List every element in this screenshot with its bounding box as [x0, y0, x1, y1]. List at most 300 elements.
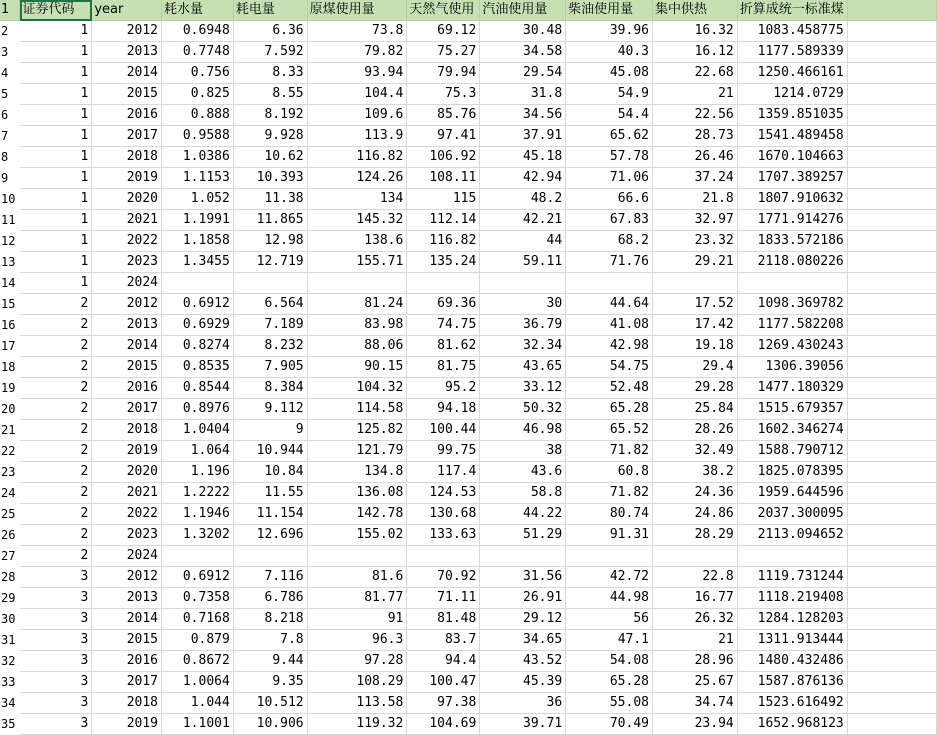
grid-cell[interactable]: 42.72: [566, 567, 653, 588]
grid-cell[interactable]: 94.18: [407, 399, 480, 420]
grid-cell[interactable]: 2: [20, 378, 92, 399]
grid-cell[interactable]: 2024: [92, 546, 162, 567]
grid-cell[interactable]: 2012: [92, 21, 162, 42]
grid-cell[interactable]: [653, 546, 738, 567]
grid-cell[interactable]: 33.12: [480, 378, 566, 399]
grid-cell[interactable]: 116.82: [307, 147, 407, 168]
empty-cell[interactable]: [847, 441, 936, 462]
grid-cell[interactable]: 2: [20, 315, 92, 336]
grid-cell[interactable]: 99.75: [407, 441, 480, 462]
grid-cell[interactable]: 109.6: [307, 105, 407, 126]
row-number[interactable]: 4: [0, 63, 20, 84]
empty-cell[interactable]: [847, 672, 936, 693]
grid-cell[interactable]: 65.52: [566, 420, 653, 441]
grid-cell[interactable]: 91.31: [566, 525, 653, 546]
grid-cell[interactable]: 45.18: [480, 147, 566, 168]
grid-cell[interactable]: 1: [20, 126, 92, 147]
grid-cell[interactable]: 24.86: [653, 504, 738, 525]
grid-cell[interactable]: 43.52: [480, 651, 566, 672]
grid-cell[interactable]: 2: [20, 420, 92, 441]
grid-cell[interactable]: 2012: [92, 567, 162, 588]
grid-cell[interactable]: 83.7: [407, 630, 480, 651]
grid-cell[interactable]: 113.9: [307, 126, 407, 147]
grid-cell[interactable]: 16.32: [653, 21, 738, 42]
header-cell-natural-gas[interactable]: 天然气使用: [407, 0, 480, 21]
grid-cell[interactable]: 0.8274: [162, 336, 234, 357]
grid-cell[interactable]: 9.35: [233, 672, 307, 693]
grid-cell[interactable]: [233, 273, 307, 294]
grid-cell[interactable]: 17.42: [653, 315, 738, 336]
grid-cell[interactable]: 66.6: [566, 189, 653, 210]
grid-cell[interactable]: 44.22: [480, 504, 566, 525]
row-number[interactable]: 8: [0, 147, 20, 168]
grid-cell[interactable]: 1.1858: [162, 231, 234, 252]
grid-cell[interactable]: 11.865: [233, 210, 307, 231]
grid-cell[interactable]: [737, 273, 847, 294]
grid-cell[interactable]: 1.2222: [162, 483, 234, 504]
grid-cell[interactable]: 42.98: [566, 336, 653, 357]
grid-cell[interactable]: 10.393: [233, 168, 307, 189]
grid-cell[interactable]: 10.62: [233, 147, 307, 168]
grid-cell[interactable]: 113.58: [307, 693, 407, 714]
empty-cell[interactable]: [847, 63, 936, 84]
grid-cell[interactable]: 2020: [92, 462, 162, 483]
grid-cell[interactable]: 30: [480, 294, 566, 315]
grid-cell[interactable]: 124.26: [307, 168, 407, 189]
grid-cell[interactable]: 69.12: [407, 21, 480, 42]
row-number[interactable]: 27: [0, 546, 20, 567]
empty-cell[interactable]: [847, 231, 936, 252]
grid-cell[interactable]: 2: [20, 357, 92, 378]
empty-cell[interactable]: [847, 294, 936, 315]
grid-cell[interactable]: 1.3455: [162, 252, 234, 273]
grid-cell[interactable]: [480, 273, 566, 294]
grid-cell[interactable]: 24.36: [653, 483, 738, 504]
empty-cell[interactable]: [847, 210, 936, 231]
grid-cell[interactable]: 2014: [92, 336, 162, 357]
grid-cell[interactable]: 2019: [92, 714, 162, 735]
grid-cell[interactable]: 1.1991: [162, 210, 234, 231]
grid-cell[interactable]: 124.53: [407, 483, 480, 504]
grid-cell[interactable]: 3: [20, 609, 92, 630]
grid-cell[interactable]: 32.49: [653, 441, 738, 462]
empty-cell[interactable]: [847, 462, 936, 483]
grid-cell[interactable]: 1652.968123: [737, 714, 847, 735]
row-number[interactable]: 2: [0, 21, 20, 42]
grid-cell[interactable]: 1: [20, 147, 92, 168]
grid-cell[interactable]: 23.94: [653, 714, 738, 735]
row-number[interactable]: 5: [0, 84, 20, 105]
grid-cell[interactable]: 73.8: [307, 21, 407, 42]
grid-cell[interactable]: 1.0064: [162, 672, 234, 693]
grid-cell[interactable]: 2015: [92, 357, 162, 378]
grid-cell[interactable]: 91: [307, 609, 407, 630]
grid-cell[interactable]: 1602.346274: [737, 420, 847, 441]
grid-cell[interactable]: 134: [307, 189, 407, 210]
row-number[interactable]: 17: [0, 336, 20, 357]
grid-cell[interactable]: 34.74: [653, 693, 738, 714]
grid-cell[interactable]: 3: [20, 672, 92, 693]
grid-cell[interactable]: 10.512: [233, 693, 307, 714]
grid-cell[interactable]: 134.8: [307, 462, 407, 483]
header-cell-water[interactable]: 耗水量: [162, 0, 234, 21]
row-number[interactable]: 3: [0, 42, 20, 63]
grid-cell[interactable]: 2: [20, 399, 92, 420]
grid-cell[interactable]: 1118.219408: [737, 588, 847, 609]
grid-cell[interactable]: [480, 546, 566, 567]
grid-cell[interactable]: 1119.731244: [737, 567, 847, 588]
grid-cell[interactable]: 9.112: [233, 399, 307, 420]
grid-cell[interactable]: 39.96: [566, 21, 653, 42]
grid-cell[interactable]: 55.08: [566, 693, 653, 714]
grid-cell[interactable]: 8.33: [233, 63, 307, 84]
row-number[interactable]: 28: [0, 567, 20, 588]
grid-cell[interactable]: 50.32: [480, 399, 566, 420]
grid-cell[interactable]: 138.6: [307, 231, 407, 252]
row-number[interactable]: 30: [0, 609, 20, 630]
header-cell-coal[interactable]: 原煤使用量: [307, 0, 407, 21]
grid-cell[interactable]: 65.28: [566, 399, 653, 420]
empty-cell[interactable]: [847, 0, 936, 21]
grid-cell[interactable]: 44.98: [566, 588, 653, 609]
grid-cell[interactable]: 0.825: [162, 84, 234, 105]
grid-cell[interactable]: [162, 546, 234, 567]
grid-cell[interactable]: 7.592: [233, 42, 307, 63]
grid-cell[interactable]: 135.24: [407, 252, 480, 273]
grid-cell[interactable]: 1.0404: [162, 420, 234, 441]
grid-cell[interactable]: 1.1001: [162, 714, 234, 735]
grid-cell[interactable]: 125.82: [307, 420, 407, 441]
grid-cell[interactable]: 0.888: [162, 105, 234, 126]
grid-cell[interactable]: 54.4: [566, 105, 653, 126]
grid-cell[interactable]: 12.98: [233, 231, 307, 252]
grid-cell[interactable]: 2021: [92, 483, 162, 504]
grid-cell[interactable]: 10.84: [233, 462, 307, 483]
grid-cell[interactable]: 1: [20, 84, 92, 105]
grid-cell[interactable]: 65.28: [566, 672, 653, 693]
grid-cell[interactable]: 2014: [92, 63, 162, 84]
grid-cell[interactable]: 1177.582208: [737, 315, 847, 336]
row-number[interactable]: 1: [0, 0, 20, 21]
grid-cell[interactable]: 2017: [92, 672, 162, 693]
grid-cell[interactable]: 81.48: [407, 609, 480, 630]
grid-cell[interactable]: 11.55: [233, 483, 307, 504]
grid-cell[interactable]: 8.384: [233, 378, 307, 399]
row-number[interactable]: 7: [0, 126, 20, 147]
row-number[interactable]: 25: [0, 504, 20, 525]
grid-cell[interactable]: 1477.180329: [737, 378, 847, 399]
grid-cell[interactable]: 2021: [92, 210, 162, 231]
empty-cell[interactable]: [847, 105, 936, 126]
header-cell-stock-code[interactable]: 证券代码: [20, 0, 92, 21]
empty-cell[interactable]: [847, 546, 936, 567]
grid-cell[interactable]: [307, 273, 407, 294]
grid-cell[interactable]: 2018: [92, 420, 162, 441]
grid-cell[interactable]: 1.1153: [162, 168, 234, 189]
grid-cell[interactable]: 79.94: [407, 63, 480, 84]
grid-cell[interactable]: 36.79: [480, 315, 566, 336]
grid-cell[interactable]: 36: [480, 693, 566, 714]
grid-cell[interactable]: 54.9: [566, 84, 653, 105]
row-number[interactable]: 18: [0, 357, 20, 378]
grid-cell[interactable]: 7.189: [233, 315, 307, 336]
grid-cell[interactable]: 2016: [92, 105, 162, 126]
grid-cell[interactable]: 1833.572186: [737, 231, 847, 252]
grid-cell[interactable]: 2: [20, 462, 92, 483]
grid-cell[interactable]: 34.65: [480, 630, 566, 651]
grid-cell[interactable]: 2: [20, 336, 92, 357]
grid-cell[interactable]: 75.27: [407, 42, 480, 63]
empty-cell[interactable]: [847, 588, 936, 609]
grid-cell[interactable]: 0.7168: [162, 609, 234, 630]
grid-cell[interactable]: [307, 546, 407, 567]
grid-cell[interactable]: 0.6948: [162, 21, 234, 42]
grid-cell[interactable]: 2: [20, 483, 92, 504]
empty-cell[interactable]: [847, 336, 936, 357]
grid-cell[interactable]: 83.98: [307, 315, 407, 336]
empty-cell[interactable]: [847, 168, 936, 189]
grid-cell[interactable]: 85.76: [407, 105, 480, 126]
empty-cell[interactable]: [847, 399, 936, 420]
empty-cell[interactable]: [847, 567, 936, 588]
grid-cell[interactable]: 69.36: [407, 294, 480, 315]
grid-cell[interactable]: 1588.790712: [737, 441, 847, 462]
empty-cell[interactable]: [847, 252, 936, 273]
grid-cell[interactable]: 136.08: [307, 483, 407, 504]
grid-cell[interactable]: 81.75: [407, 357, 480, 378]
grid-cell[interactable]: 1214.0729: [737, 84, 847, 105]
grid-cell[interactable]: 90.15: [307, 357, 407, 378]
grid-cell[interactable]: 114.58: [307, 399, 407, 420]
grid-cell[interactable]: 16.77: [653, 588, 738, 609]
empty-cell[interactable]: [847, 84, 936, 105]
grid-cell[interactable]: [233, 546, 307, 567]
row-number[interactable]: 20: [0, 399, 20, 420]
grid-cell[interactable]: 42.94: [480, 168, 566, 189]
grid-cell[interactable]: [653, 273, 738, 294]
grid-cell[interactable]: 2022: [92, 504, 162, 525]
grid-cell[interactable]: 68.2: [566, 231, 653, 252]
empty-cell[interactable]: [847, 693, 936, 714]
row-number[interactable]: 23: [0, 462, 20, 483]
grid-cell[interactable]: 8.232: [233, 336, 307, 357]
grid-cell[interactable]: 1670.104663: [737, 147, 847, 168]
row-number[interactable]: 31: [0, 630, 20, 651]
grid-cell[interactable]: 106.92: [407, 147, 480, 168]
grid-cell[interactable]: 2019: [92, 168, 162, 189]
grid-cell[interactable]: 3: [20, 693, 92, 714]
grid-cell[interactable]: 46.98: [480, 420, 566, 441]
grid-cell[interactable]: 96.3: [307, 630, 407, 651]
grid-cell[interactable]: 3: [20, 588, 92, 609]
grid-cell[interactable]: 2019: [92, 441, 162, 462]
grid-cell[interactable]: 0.756: [162, 63, 234, 84]
grid-cell[interactable]: 1: [20, 168, 92, 189]
grid-cell[interactable]: 1: [20, 210, 92, 231]
grid-cell[interactable]: 1.196: [162, 462, 234, 483]
grid-cell[interactable]: 30.48: [480, 21, 566, 42]
grid-cell[interactable]: 48.2: [480, 189, 566, 210]
grid-cell[interactable]: 0.8544: [162, 378, 234, 399]
grid-cell[interactable]: 2017: [92, 126, 162, 147]
grid-cell[interactable]: 16.12: [653, 42, 738, 63]
grid-cell[interactable]: 74.75: [407, 315, 480, 336]
grid-cell[interactable]: 1515.679357: [737, 399, 847, 420]
grid-cell[interactable]: 0.8976: [162, 399, 234, 420]
grid-cell[interactable]: 117.4: [407, 462, 480, 483]
grid-cell[interactable]: 54.08: [566, 651, 653, 672]
grid-cell[interactable]: 71.76: [566, 252, 653, 273]
grid-cell[interactable]: 28.73: [653, 126, 738, 147]
empty-cell[interactable]: [847, 189, 936, 210]
grid-cell[interactable]: 3: [20, 714, 92, 735]
grid-cell[interactable]: 12.719: [233, 252, 307, 273]
grid-cell[interactable]: 9: [233, 420, 307, 441]
empty-cell[interactable]: [847, 357, 936, 378]
empty-cell[interactable]: [847, 714, 936, 735]
grid-cell[interactable]: 1771.914276: [737, 210, 847, 231]
grid-cell[interactable]: 1807.910632: [737, 189, 847, 210]
row-number[interactable]: 24: [0, 483, 20, 504]
grid-cell[interactable]: 58.8: [480, 483, 566, 504]
grid-cell[interactable]: 29.4: [653, 357, 738, 378]
grid-cell[interactable]: 29.28: [653, 378, 738, 399]
grid-cell[interactable]: 1.0386: [162, 147, 234, 168]
grid-cell[interactable]: 71.82: [566, 483, 653, 504]
grid-cell[interactable]: 37.91: [480, 126, 566, 147]
grid-cell[interactable]: 121.79: [307, 441, 407, 462]
empty-cell[interactable]: [847, 504, 936, 525]
grid-cell[interactable]: 22.68: [653, 63, 738, 84]
row-number[interactable]: 29: [0, 588, 20, 609]
row-number[interactable]: 16: [0, 315, 20, 336]
grid-cell[interactable]: 28.26: [653, 420, 738, 441]
row-number[interactable]: 35: [0, 714, 20, 735]
grid-cell[interactable]: [162, 273, 234, 294]
grid-cell[interactable]: 0.7358: [162, 588, 234, 609]
grid-cell[interactable]: 1.052: [162, 189, 234, 210]
row-number[interactable]: 34: [0, 693, 20, 714]
grid-cell[interactable]: 34.56: [480, 105, 566, 126]
grid-cell[interactable]: 1306.39056: [737, 357, 847, 378]
grid-cell[interactable]: 108.29: [307, 672, 407, 693]
grid-cell[interactable]: 2037.300095: [737, 504, 847, 525]
grid-cell[interactable]: 2018: [92, 147, 162, 168]
grid-cell[interactable]: 1359.851035: [737, 105, 847, 126]
grid-cell[interactable]: 80.74: [566, 504, 653, 525]
grid-cell[interactable]: 112.14: [407, 210, 480, 231]
grid-cell[interactable]: 81.77: [307, 588, 407, 609]
grid-cell[interactable]: 94.4: [407, 651, 480, 672]
row-number[interactable]: 9: [0, 168, 20, 189]
grid-cell[interactable]: 2: [20, 441, 92, 462]
grid-cell[interactable]: 11.38: [233, 189, 307, 210]
empty-cell[interactable]: [847, 420, 936, 441]
grid-cell[interactable]: 7.905: [233, 357, 307, 378]
grid-cell[interactable]: 100.47: [407, 672, 480, 693]
row-number[interactable]: 12: [0, 231, 20, 252]
grid-cell[interactable]: 0.7748: [162, 42, 234, 63]
grid-cell[interactable]: 2015: [92, 630, 162, 651]
row-number[interactable]: 26: [0, 525, 20, 546]
grid-cell[interactable]: 8.192: [233, 105, 307, 126]
grid-cell[interactable]: 67.83: [566, 210, 653, 231]
empty-cell[interactable]: [847, 651, 936, 672]
grid-cell[interactable]: 44: [480, 231, 566, 252]
grid-cell[interactable]: 32.97: [653, 210, 738, 231]
grid-cell[interactable]: 65.62: [566, 126, 653, 147]
grid-cell[interactable]: 42.21: [480, 210, 566, 231]
grid-cell[interactable]: 37.24: [653, 168, 738, 189]
grid-cell[interactable]: 2023: [92, 252, 162, 273]
grid-cell[interactable]: 6.36: [233, 21, 307, 42]
grid-cell[interactable]: 31.8: [480, 84, 566, 105]
grid-cell[interactable]: 95.2: [407, 378, 480, 399]
row-number[interactable]: 21: [0, 420, 20, 441]
grid-cell[interactable]: 22.8: [653, 567, 738, 588]
grid-cell[interactable]: 25.67: [653, 672, 738, 693]
grid-cell[interactable]: 104.32: [307, 378, 407, 399]
row-number[interactable]: 22: [0, 441, 20, 462]
grid-cell[interactable]: 1: [20, 105, 92, 126]
grid-cell[interactable]: 1523.616492: [737, 693, 847, 714]
grid-cell[interactable]: 104.4: [307, 84, 407, 105]
grid-cell[interactable]: [566, 546, 653, 567]
grid-cell[interactable]: 38: [480, 441, 566, 462]
grid-cell[interactable]: 2013: [92, 42, 162, 63]
grid-cell[interactable]: 2: [20, 546, 92, 567]
grid-cell[interactable]: 0.879: [162, 630, 234, 651]
grid-cell[interactable]: 1959.644596: [737, 483, 847, 504]
grid-cell[interactable]: 1707.389257: [737, 168, 847, 189]
empty-cell[interactable]: [847, 630, 936, 651]
header-cell-year[interactable]: year: [92, 0, 162, 21]
grid-cell[interactable]: 2018: [92, 693, 162, 714]
grid-cell[interactable]: 0.8535: [162, 357, 234, 378]
grid-cell[interactable]: 145.32: [307, 210, 407, 231]
grid-cell[interactable]: 155.02: [307, 525, 407, 546]
grid-cell[interactable]: 1: [20, 42, 92, 63]
row-number[interactable]: 10: [0, 189, 20, 210]
grid-cell[interactable]: 51.29: [480, 525, 566, 546]
grid-cell[interactable]: 26.91: [480, 588, 566, 609]
grid-cell[interactable]: 12.696: [233, 525, 307, 546]
grid-cell[interactable]: 1: [20, 231, 92, 252]
grid-cell[interactable]: 21: [653, 630, 738, 651]
grid-cell[interactable]: 29.21: [653, 252, 738, 273]
grid-cell[interactable]: 44.64: [566, 294, 653, 315]
grid-cell[interactable]: 8.218: [233, 609, 307, 630]
grid-cell[interactable]: 7.116: [233, 567, 307, 588]
grid-cell[interactable]: 9.44: [233, 651, 307, 672]
grid-cell[interactable]: 29.54: [480, 63, 566, 84]
grid-cell[interactable]: 119.32: [307, 714, 407, 735]
empty-cell[interactable]: [847, 273, 936, 294]
grid-cell[interactable]: 1083.458775: [737, 21, 847, 42]
row-number[interactable]: 13: [0, 252, 20, 273]
grid-cell[interactable]: 1250.466161: [737, 63, 847, 84]
grid-cell[interactable]: 2013: [92, 588, 162, 609]
grid-cell[interactable]: 2: [20, 294, 92, 315]
grid-cell[interactable]: 0.6912: [162, 294, 234, 315]
grid-cell[interactable]: 2016: [92, 378, 162, 399]
grid-cell[interactable]: 1177.589339: [737, 42, 847, 63]
grid-cell[interactable]: 133.63: [407, 525, 480, 546]
grid-cell[interactable]: 1.064: [162, 441, 234, 462]
grid-cell[interactable]: 25.84: [653, 399, 738, 420]
grid-cell[interactable]: 0.8672: [162, 651, 234, 672]
row-number[interactable]: 19: [0, 378, 20, 399]
